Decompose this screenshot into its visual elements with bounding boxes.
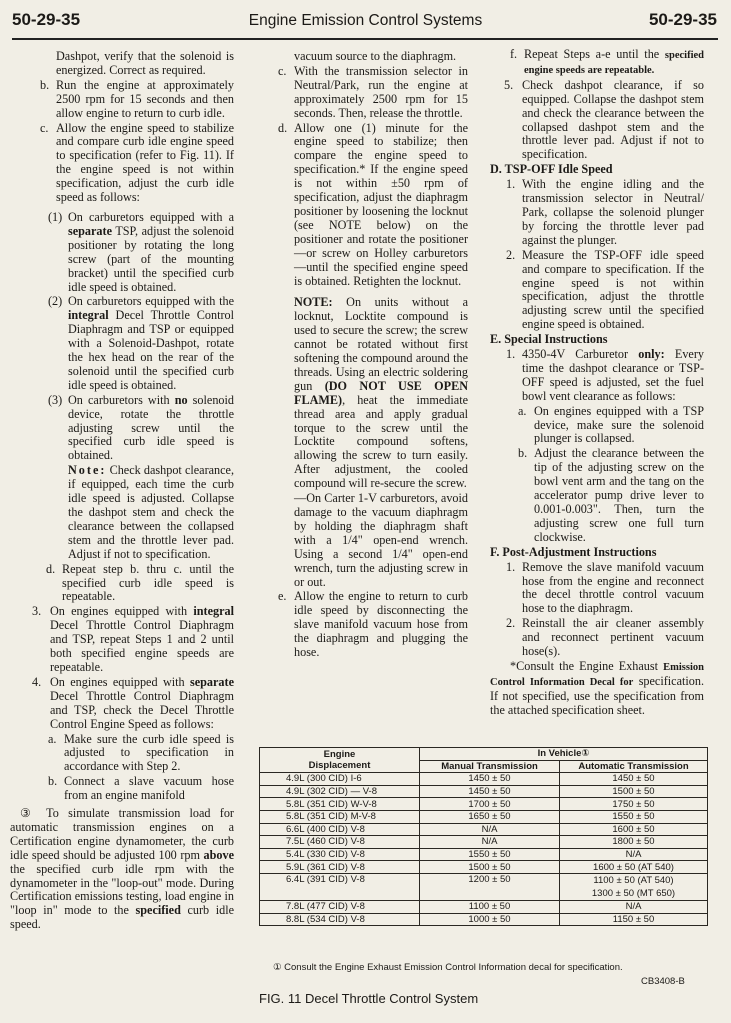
item-text: With the transmission selector in Neutral/Park, run the engine at approximately 2500 rpm for 15 seconds. Then, release the throttle.: [294, 63, 468, 120]
section-heading: D. TSP-OFF Idle Speed: [490, 162, 613, 177]
item-label: b.: [48, 774, 58, 789]
figure-caption: FIG. 11 Decel Throttle Control System: [259, 991, 479, 1006]
table-row: [260, 798, 708, 811]
table-header-manual: Manual Transmission: [420, 760, 560, 773]
item-text: Remove the slave manifold vacuum hose from the engine and reconnect the decel throttle control vacuum hose to the diaphragm.: [522, 559, 704, 616]
item-label: c.: [278, 63, 287, 78]
section-heading: F. Post-Adjustment Instructions: [490, 544, 657, 559]
list-item: [22, 79, 234, 121]
list-item: [490, 617, 704, 659]
cell-manual: 1200 ± 50: [420, 873, 560, 900]
item-label: d.: [46, 561, 56, 576]
item-text: On engines equipped with integral Decel Throttle Control Diaphragm and TSP, repeat Steps 1 and 2 until both specified engine speeds are repeatable.: [50, 604, 234, 674]
list-item: [22, 394, 234, 464]
item-text: Repeat Steps a-e until the specified engine speeds are repeatable.: [524, 47, 704, 76]
list-item: [490, 48, 704, 78]
item-text: On engines equipped with separate Decel Throttle Control Diaphragm and TSP, check the Decel Throttle Control Engine Speed as follows:: [50, 674, 234, 731]
cell-automatic: 1750 ± 50: [560, 798, 708, 811]
table-row: [260, 848, 708, 861]
item-label: e.: [278, 589, 287, 604]
cell-manual: N/A: [420, 823, 560, 836]
note: Note: Check dashpot clearance, if equipped, each time the curb idle speed is adjusted. Collapse the dashpot stem and check the clearance between the collapsed stem and the throttle lever pad. Adjust if not to specification.: [68, 463, 234, 561]
item-text: Reinstall the air cleaner assembly and reconnect pertinent vacuum hose(s).: [522, 616, 704, 659]
list-item: [490, 561, 704, 617]
cell-manual: 1450 ± 50: [420, 785, 560, 798]
table-footnote: ① Consult the Engine Exhaust Emission Control Information decal for specification.: [273, 962, 623, 973]
paragraph: vacuum source to the diaphragm.: [294, 49, 457, 63]
list-item: [22, 211, 234, 294]
item-label: c.: [40, 120, 49, 135]
list-item: [490, 178, 704, 248]
item-label: b.: [40, 77, 50, 92]
item-text: Allow one (1) minute for the engine speed to stabilize; then compare the engine speed to specification.* If the engine speed is not within ±50 rpm of specification, adjust the diaphragm positioner by loosening the locknut (see NOTE below) on the positioner and rotate the positioner—or screw on Holley carburetors—until the specified engine speed is obtained. Retighten the locknut.: [294, 120, 468, 288]
table-row: [260, 810, 708, 823]
item-label: 1.: [506, 347, 516, 362]
list-item: [490, 348, 704, 404]
item-text: Adjust the clearance between the tip of the adjusting screw on the bowl vent arm and the tang on the accelerator pump drive lever to 0.001-0.003". Then, turn the adjusting screw one full turn clockwise.: [534, 446, 704, 544]
cell-engine: 5.4L (330 CID) V-8: [260, 848, 420, 861]
item-label: d.: [278, 120, 288, 135]
table-row: [260, 785, 708, 798]
note: NOTE: On units without a locknut, Locktite compound is used to secure the screw; the screw cannot be rotated without first softening the compound around the threads. Using an electric soldering gun (DO NOT USE OPEN FLAME), heat the immediate thread area and apply gradual torque to the screw until the Locktite compound softens, allowing the screw to turn easily. After adjustment, the cooled compound will re-secure the screw.: [294, 295, 468, 491]
list-item: [22, 775, 234, 803]
cell-engine: 5.8L (351 CID) M-V-8: [260, 810, 420, 823]
table-row: [260, 823, 708, 836]
cell-automatic: 1600 ± 50 (AT 540): [560, 861, 708, 874]
item-text: Make sure the curb idle speed is adjusted to specification in accordance with Step 2.: [64, 731, 234, 774]
list-item: [22, 733, 234, 775]
table-row: [260, 873, 708, 900]
list-item: [490, 79, 704, 162]
cell-engine: 4.9L (300 CID) I-6: [260, 773, 420, 786]
page-number-right: 50-29-35: [648, 10, 717, 29]
item-label: (2): [48, 294, 63, 309]
idle-speed-table: [259, 747, 708, 926]
item-text: On engines equipped with a TSP device, make sure the solenoid plunger is collapsed.: [534, 403, 704, 446]
cell-engine: 8.8L (534 CID) V-8: [260, 913, 420, 926]
item-label: 1.: [506, 177, 516, 192]
list-item: [490, 249, 704, 332]
table-header-engine: Engine Displacement: [260, 748, 420, 773]
item-label: a.: [48, 731, 57, 746]
item-text: With the engine idling and the transmission selector in Neutral/ Park, collapse the solenoid plunger by forcing the throttle lever pad against the plunger.: [522, 177, 704, 247]
item-text: Connect a slave vacuum hose from an engine manifold: [64, 774, 234, 803]
cell-manual: 1500 ± 50: [420, 861, 560, 874]
list-item: [22, 122, 234, 205]
item-label: 3.: [32, 604, 42, 619]
item-text: 4350-4V Carburetor only: Every time the dashpot clearance or TSP-OFF speed is adjusted, set the fuel bowl vent clearance as follows:: [522, 347, 704, 403]
cell-manual: 1650 ± 50: [420, 810, 560, 823]
cell-engine: 6.6L (400 CID) V-8: [260, 823, 420, 836]
list-item: [272, 122, 468, 289]
cell-engine: 7.8L (477 CID) V-8: [260, 900, 420, 913]
item-text: Allow the engine speed to stabilize and compare curb idle engine speed to specification (refer to Fig. 11). If the engine speed is not within specification, adjust the curb idle speed as follows:: [56, 120, 234, 205]
item-label: 2.: [506, 247, 516, 262]
cell-manual: 1700 ± 50: [420, 798, 560, 811]
cell-manual: 1000 ± 50: [420, 913, 560, 926]
list-item: [272, 65, 468, 121]
page-number-left: 50-29-35: [12, 10, 81, 29]
column-middle: [272, 50, 468, 661]
paragraph: *Consult the Engine Exhaust Emission Control Information Decal for specification. If not specified, use the specification from the attached specification sheet.: [490, 658, 705, 717]
cell-engine: 5.9L (361 CID) V-8: [260, 861, 420, 874]
item-text: Repeat step b. thru c. until the specified curb idle speed is repeatable.: [62, 561, 234, 604]
cell-engine: 7.5L (460 CID) V-8: [260, 836, 420, 849]
list-item: [490, 447, 704, 544]
item-text: On carburetors equipped with the integral Decel Throttle Control Diaphragm and TSP or equipped with a Solenoid-Dashpot, rotate the hex head on the rear of the solenoid until the specified curb idle speed is obtained.: [68, 294, 234, 392]
item-label: 2.: [506, 616, 516, 631]
item-label: f.: [510, 47, 518, 61]
cell-manual: 1550 ± 50: [420, 848, 560, 861]
paragraph: Dashpot, verify that the solenoid is energized. Correct as required.: [56, 49, 234, 77]
page-header: [0, 10, 731, 36]
cell-engine: 4.9L (302 CID) — V-8: [260, 785, 420, 798]
list-item: [22, 676, 234, 732]
table-row: [260, 861, 708, 874]
cell-manual: N/A: [420, 836, 560, 849]
table-row: [260, 913, 708, 926]
figure-code: CB3408-B: [641, 976, 685, 987]
section-heading: E. Special Instructions: [490, 332, 608, 347]
table-header-automatic: Automatic Transmission: [560, 760, 708, 773]
cell-automatic: N/A: [560, 900, 708, 913]
item-label: 1.: [506, 559, 516, 574]
cell-automatic: 1150 ± 50: [560, 913, 708, 926]
cell-automatic: 1600 ± 50: [560, 823, 708, 836]
cell-automatic: 1100 ± 50 (AT 540) 1300 ± 50 (MT 650): [560, 873, 708, 900]
item-label: 5.: [504, 77, 514, 92]
list-item: [22, 563, 234, 605]
list-item: [22, 605, 234, 675]
table-row: [260, 773, 708, 786]
cell-automatic: 1550 ± 50: [560, 810, 708, 823]
cell-automatic: 1800 ± 50: [560, 836, 708, 849]
list-item: [22, 295, 234, 392]
column-left: [10, 49, 234, 933]
page-title: Engine Emission Control Systems: [248, 12, 483, 29]
item-label: b.: [518, 446, 528, 461]
cell-engine: 6.4L (391 CID) V-8: [260, 873, 420, 900]
footnote-paragraph: ③ To simulate transmission load for automatic transmission engines on a Certification engine dynamometer, the curb idle speed should be adjusted 100 rpm above the specified curb idle rpm with the dynamometer in the "loop-out" mode. During Certification emissions testing, load engine in "loop in" mode to the specified curb idle speed.: [10, 806, 234, 932]
list-item: [490, 405, 704, 447]
table-row: [260, 836, 708, 849]
table-header-vehicle: In Vehicle①: [420, 748, 708, 761]
cell-automatic: 1450 ± 50: [560, 773, 708, 786]
item-text: Run the engine at approximately 2500 rpm for 15 seconds and then allow engine to return to curb idle.: [56, 77, 234, 120]
item-text: On carburetors equipped with a separate TSP, adjust the solenoid positioner by rotating the long screw (part of the mounting bracket) until the specified curb idle speed is obtained.: [68, 209, 234, 294]
item-label: 4.: [32, 674, 42, 689]
cell-engine: 5.8L (351 CID) W-V-8: [260, 798, 420, 811]
table-row: [260, 900, 708, 913]
paragraph: —On Carter 1-V carburetors, avoid damage to the vacuum diaphragm by holding the diaphragm shaft with a 1/4" open-end wrench. Using a second 1/4" open-end wrench, turn the adjusting screw in or out.: [294, 491, 468, 589]
cell-automatic: N/A: [560, 848, 708, 861]
item-text: Check dashpot clearance, if so equipped. Collapse the dashpot stem and check the clearance between the collapsed dashpot stem and the throttle lever pad. Adjust if not to specification.: [522, 77, 704, 162]
item-label: (3): [48, 392, 63, 407]
item-label: (1): [48, 209, 63, 224]
cell-automatic: 1500 ± 50: [560, 785, 708, 798]
item-text: Allow the engine to return to curb idle speed by disconnecting the slave manifold vacuum hose from the diaphragm and plugging the hose.: [294, 589, 468, 660]
item-label: a.: [518, 403, 527, 418]
header-rule: [12, 38, 718, 40]
cell-manual: 1100 ± 50: [420, 900, 560, 913]
cell-manual: 1450 ± 50: [420, 773, 560, 786]
item-text: Measure the TSP-OFF idle speed and compare to specification. If the engine speed is not within specification, adjust the throttle adjusting screw until the specified engine speed is obtained.: [522, 247, 704, 332]
item-text: On carburetors with no solenoid device, rotate the throttle adjusting screw until the specified curb idle speed is obtained.: [68, 392, 234, 463]
column-right: [490, 48, 704, 719]
list-item: [272, 590, 468, 660]
